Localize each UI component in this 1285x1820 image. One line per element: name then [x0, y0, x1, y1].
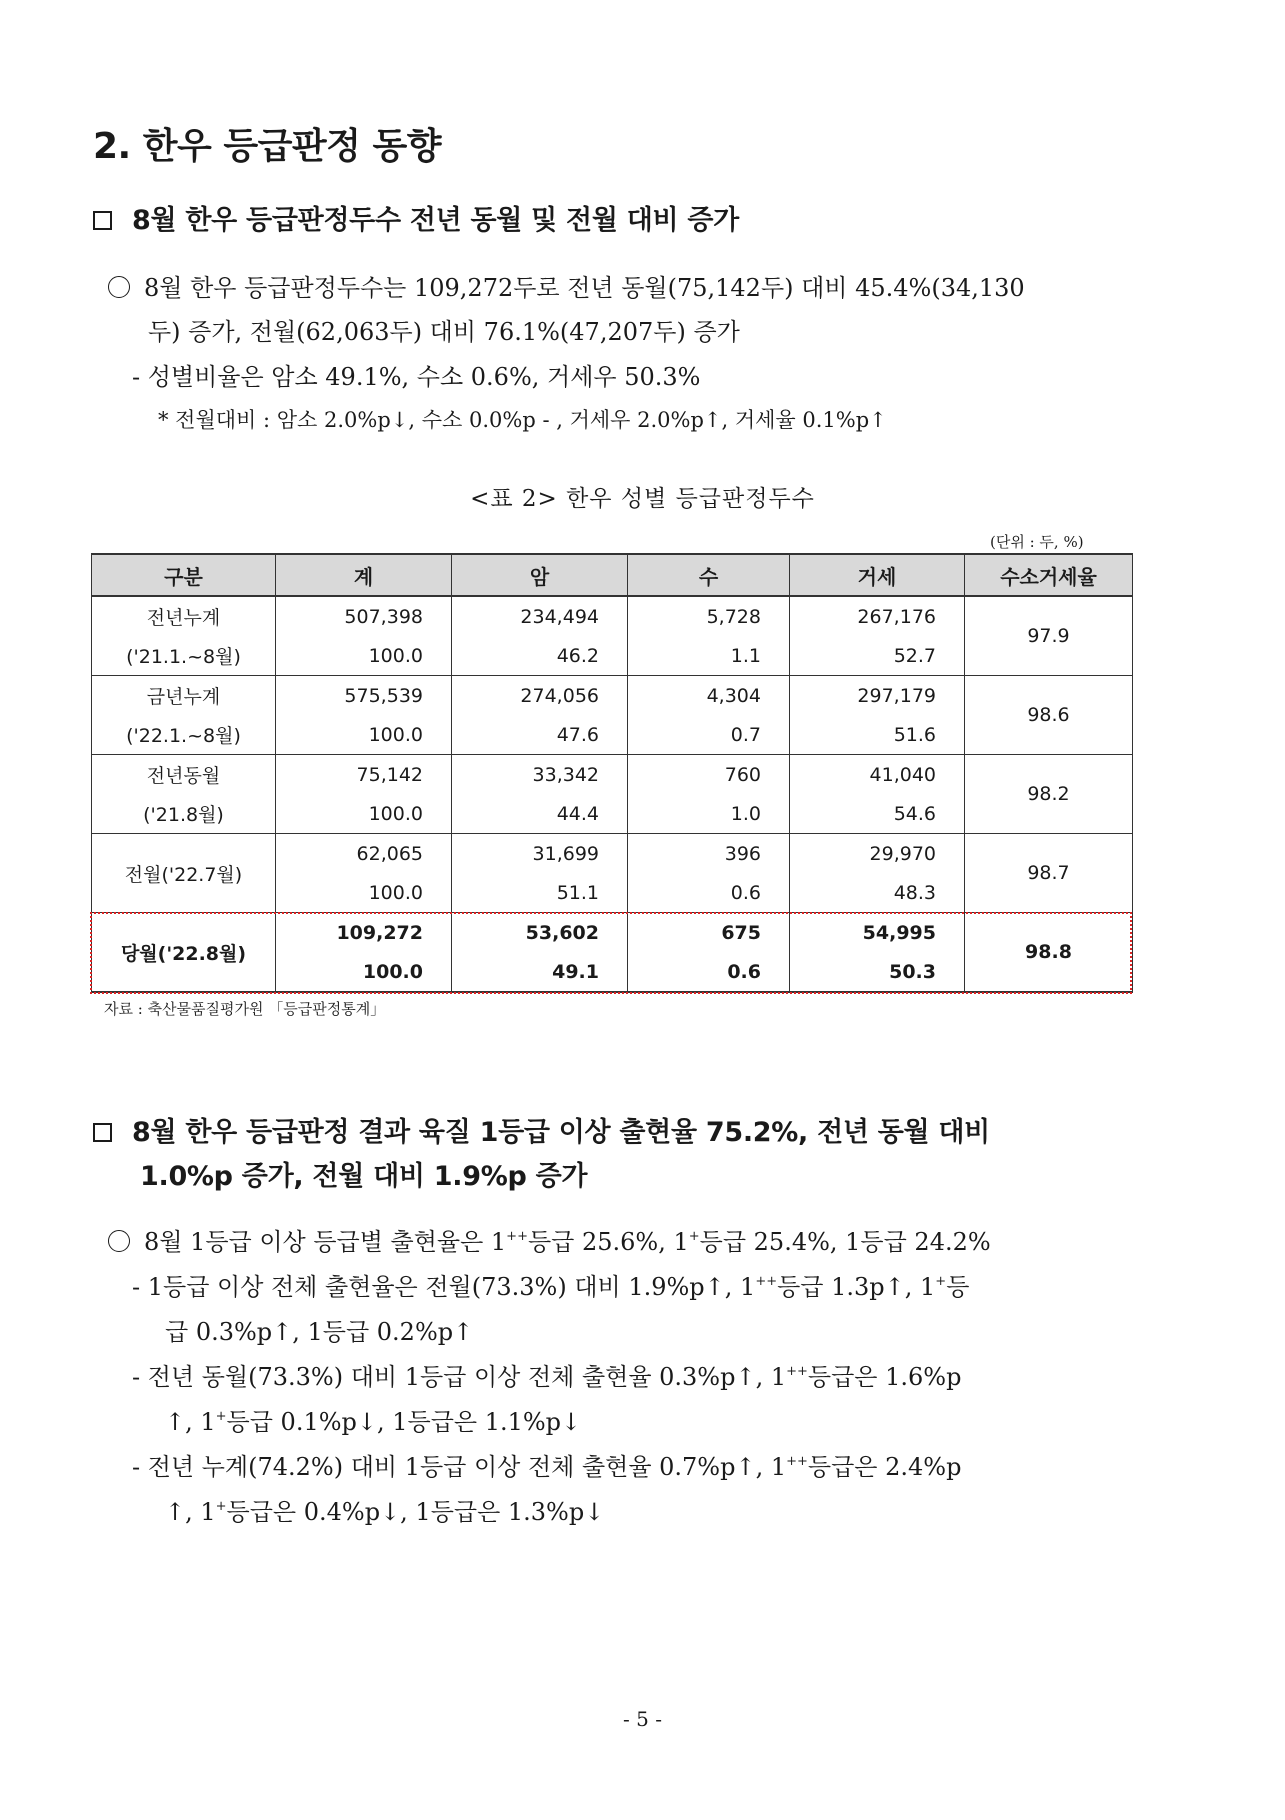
cell: 100.0 [276, 715, 452, 755]
cell: 396 [628, 834, 790, 874]
heading-2-cont: 1.0%p 증가, 전월 대비 1.9%p 증가 [140, 1161, 588, 1192]
cell: 100.0 [276, 952, 452, 992]
col-header: 암 [452, 554, 628, 596]
row-label: 당월('22.8월) [92, 913, 276, 993]
dash-2-3b: ↑, 1+등급은 0.4%p↓, 1등급은 1.3%p↓ [165, 1498, 605, 1526]
ratio-cell: 98.2 [965, 755, 1133, 834]
cell: 46.2 [452, 636, 628, 676]
dash-2-3a: - 전년 누계(74.2%) 대비 1등급 이상 전체 출현율 0.7%p↑, 1++등급은 2.4%p [132, 1453, 962, 1481]
table-row-current [92, 913, 1133, 953]
table-source: 자료 : 축산물품질평가원 「등급판정통계」 [104, 1000, 386, 1018]
cell: 48.3 [790, 873, 965, 913]
cell: 760 [628, 755, 790, 795]
cell: 50.3 [790, 952, 965, 992]
cell: 44.4 [452, 794, 628, 834]
col-header: 계 [276, 554, 452, 596]
row-label-sub: ('21.8월) [92, 794, 276, 834]
dash-2-2a: - 전년 동월(73.3%) 대비 1등급 이상 전체 출현율 0.3%p↑, 1++등급은 1.6%p [132, 1363, 962, 1391]
table-row [92, 834, 1133, 874]
checkbox-square-icon [93, 211, 112, 230]
cell: 267,176 [790, 596, 965, 636]
cell: 41,040 [790, 755, 965, 795]
cell: 49.1 [452, 952, 628, 992]
heading-1: 8월 한우 등급판정두수 전년 동월 및 전월 대비 증가 [93, 198, 739, 237]
ratio-cell: 98.6 [965, 676, 1133, 755]
cell: 100.0 [276, 794, 452, 834]
col-header: 구분 [92, 554, 276, 596]
row-label-sub: ('21.1.~8월) [92, 636, 276, 676]
cell: 53,602 [452, 913, 628, 953]
cell: 0.6 [628, 952, 790, 992]
cell: 31,699 [452, 834, 628, 874]
bullet-1-line-a: 8월 한우 등급판정두수는 109,272두로 전년 동월(75,142두) 대비 45.4%(34,130 [108, 268, 1025, 303]
heading-2: 8월 한우 등급판정 결과 육질 1등급 이상 출현율 75.2%, 전년 동월 대비 [93, 1110, 990, 1149]
cell: 100.0 [276, 636, 452, 676]
cell: 507,398 [276, 596, 452, 636]
page-number: - 5 - [623, 1707, 662, 1731]
row-label: 전년누계 [92, 596, 276, 636]
circle-bullet-icon [108, 276, 130, 298]
cell: 51.1 [452, 873, 628, 913]
circle-bullet-icon [108, 1230, 130, 1252]
row-label: 전월('22.7월) [92, 834, 276, 913]
col-header: 거세 [790, 554, 965, 596]
cell: 29,970 [790, 834, 965, 874]
row-label: 금년누계 [92, 676, 276, 716]
row-label: 전년동월 [92, 755, 276, 795]
cell: 75,142 [276, 755, 452, 795]
cell: 109,272 [276, 913, 452, 953]
checkbox-square-icon [93, 1123, 112, 1142]
table-caption: <표 2> 한우 성별 등급판정두수 [470, 486, 815, 512]
dash-1: - 성별비율은 암소 49.1%, 수소 0.6%, 거세우 50.3% [132, 363, 701, 391]
ratio-cell: 98.8 [965, 913, 1133, 993]
table-header-row [92, 554, 1133, 596]
cell: 54,995 [790, 913, 965, 953]
cell: 51.6 [790, 715, 965, 755]
dash-2-2b: ↑, 1+등급 0.1%p↓, 1등급은 1.1%p↓ [165, 1408, 582, 1436]
bullet-1-line-b: 두) 증가, 전월(62,063두) 대비 76.1%(47,207두) 증가 [148, 318, 740, 346]
dash-2-1b: 급 0.3%p↑, 1등급 0.2%p↑ [165, 1318, 474, 1346]
cell: 52.7 [790, 636, 965, 676]
cell: 100.0 [276, 873, 452, 913]
cell: 0.6 [628, 873, 790, 913]
note-1: * 전월대비 : 암소 2.0%p↓, 수소 0.0%p - , 거세우 2.0%p↑, 거세율 0.1%p↑ [158, 408, 887, 432]
row-label-sub: ('22.1.~8월) [92, 715, 276, 755]
col-header: 수소거세율 [965, 554, 1133, 596]
cell: 1.1 [628, 636, 790, 676]
cell: 5,728 [628, 596, 790, 636]
cell: 1.0 [628, 794, 790, 834]
cell: 575,539 [276, 676, 452, 716]
cell: 675 [628, 913, 790, 953]
ratio-cell: 97.9 [965, 596, 1133, 676]
table-unit: (단위 : 두, %) [990, 533, 1084, 551]
table-row [92, 596, 1133, 636]
cell: 62,065 [276, 834, 452, 874]
grading-table [91, 553, 1133, 993]
table-row [92, 755, 1133, 795]
cell: 234,494 [452, 596, 628, 636]
cell: 0.7 [628, 715, 790, 755]
ratio-cell: 98.7 [965, 834, 1133, 913]
cell: 297,179 [790, 676, 965, 716]
col-header: 수 [628, 554, 790, 596]
dash-2-1a: - 1등급 이상 전체 출현율은 전월(73.3%) 대비 1.9%p↑, 1++등급 1.3p↑, 1+등 [132, 1273, 970, 1301]
bullet-2: 8월 1등급 이상 등급별 출현율은 1++등급 25.6%, 1+등급 25.4%, 1등급 24.2% [108, 1222, 991, 1257]
cell: 4,304 [628, 676, 790, 716]
table-row [92, 676, 1133, 716]
cell: 274,056 [452, 676, 628, 716]
section-title: 2. 한우 등급판정 동향 [93, 126, 442, 167]
cell: 54.6 [790, 794, 965, 834]
cell: 33,342 [452, 755, 628, 795]
cell: 47.6 [452, 715, 628, 755]
